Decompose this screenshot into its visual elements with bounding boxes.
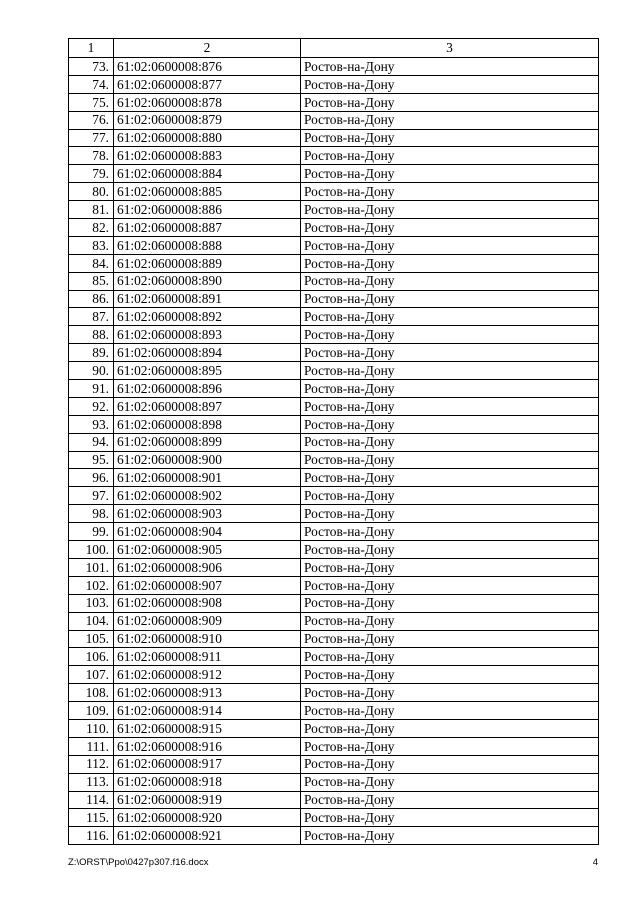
row-number: 82. — [69, 219, 114, 237]
location-name: Ростов-на-Дону — [301, 558, 599, 576]
table-body — [69, 39, 599, 845]
location-name: Ростов-на-Дону — [301, 58, 599, 76]
location-name: Ростов-на-Дону — [301, 236, 599, 254]
cadastral-number: 61:02:0600008:889 — [114, 254, 301, 272]
cadastral-number: 61:02:0600008:883 — [114, 147, 301, 165]
row-number: 94. — [69, 433, 114, 451]
cadastral-number: 61:02:0600008:896 — [114, 380, 301, 398]
location-name: Ростов-на-Дону — [301, 827, 599, 845]
location-name: Ростов-на-Дону — [301, 630, 599, 648]
table-row — [69, 397, 599, 415]
table-row — [69, 362, 599, 380]
location-name: Ростов-на-Дону — [301, 308, 599, 326]
location-name: Ростов-на-Дону — [301, 147, 599, 165]
cadastral-number: 61:02:0600008:886 — [114, 201, 301, 219]
location-name: Ростов-на-Дону — [301, 576, 599, 594]
cadastral-number: 61:02:0600008:893 — [114, 326, 301, 344]
table-row — [69, 719, 599, 737]
table-row — [69, 648, 599, 666]
location-name: Ростов-на-Дону — [301, 415, 599, 433]
column-header-code: 2 — [114, 39, 301, 58]
table-row — [69, 111, 599, 129]
table-row — [69, 165, 599, 183]
location-name: Ростов-на-Дону — [301, 93, 599, 111]
row-number: 93. — [69, 415, 114, 433]
footer-file-path: Z:\ORST\Ppo\0427p307.f16.docx — [68, 857, 209, 868]
row-number: 75. — [69, 93, 114, 111]
location-name: Ростов-на-Дону — [301, 272, 599, 290]
cadastral-number: 61:02:0600008:888 — [114, 236, 301, 254]
column-header-number: 1 — [69, 39, 114, 58]
table-row — [69, 344, 599, 362]
row-number: 97. — [69, 487, 114, 505]
table-row — [69, 219, 599, 237]
cadastral-number: 61:02:0600008:904 — [114, 523, 301, 541]
row-number: 102. — [69, 576, 114, 594]
location-name: Ростов-на-Дону — [301, 380, 599, 398]
location-name: Ростов-на-Дону — [301, 719, 599, 737]
cadastral-number: 61:02:0600008:898 — [114, 415, 301, 433]
table-row — [69, 147, 599, 165]
row-number: 86. — [69, 290, 114, 308]
table-row — [69, 236, 599, 254]
table-row — [69, 415, 599, 433]
cadastral-number: 61:02:0600008:903 — [114, 505, 301, 523]
cadastral-number: 61:02:0600008:910 — [114, 630, 301, 648]
location-name: Ростов-на-Дону — [301, 523, 599, 541]
table-row — [69, 523, 599, 541]
row-number: 90. — [69, 362, 114, 380]
cadastral-number: 61:02:0600008:887 — [114, 219, 301, 237]
cadastral-number: 61:02:0600008:913 — [114, 684, 301, 702]
table-row — [69, 380, 599, 398]
location-name: Ростов-на-Дону — [301, 594, 599, 612]
location-name: Ростов-на-Дону — [301, 469, 599, 487]
location-name: Ростов-на-Дону — [301, 165, 599, 183]
location-name: Ростов-на-Дону — [301, 505, 599, 523]
cadastral-number: 61:02:0600008:916 — [114, 737, 301, 755]
row-number: 81. — [69, 201, 114, 219]
row-number: 95. — [69, 451, 114, 469]
row-number: 74. — [69, 75, 114, 93]
cadastral-number: 61:02:0600008:901 — [114, 469, 301, 487]
table-row — [69, 809, 599, 827]
table-row — [69, 487, 599, 505]
row-number: 85. — [69, 272, 114, 290]
cadastral-number: 61:02:0600008:880 — [114, 129, 301, 147]
location-name: Ростов-на-Дону — [301, 75, 599, 93]
location-name: Ростов-на-Дону — [301, 648, 599, 666]
row-number: 78. — [69, 147, 114, 165]
row-number: 77. — [69, 129, 114, 147]
cadastral-number: 61:02:0600008:909 — [114, 612, 301, 630]
location-name: Ростов-на-Дону — [301, 809, 599, 827]
row-number: 115. — [69, 809, 114, 827]
cadastral-number: 61:02:0600008:919 — [114, 791, 301, 809]
table-row — [69, 594, 599, 612]
table-row — [69, 290, 599, 308]
row-number: 76. — [69, 111, 114, 129]
cadastral-number: 61:02:0600008:899 — [114, 433, 301, 451]
location-name: Ростов-на-Дону — [301, 433, 599, 451]
row-number: 83. — [69, 236, 114, 254]
table-row — [69, 505, 599, 523]
table-row — [69, 791, 599, 809]
cadastral-number: 61:02:0600008:907 — [114, 576, 301, 594]
table-row — [69, 558, 599, 576]
cadastral-number: 61:02:0600008:894 — [114, 344, 301, 362]
row-number: 111. — [69, 737, 114, 755]
row-number: 87. — [69, 308, 114, 326]
cadastral-number: 61:02:0600008:897 — [114, 397, 301, 415]
table-row — [69, 433, 599, 451]
cadastral-number: 61:02:0600008:912 — [114, 666, 301, 684]
cadastral-number: 61:02:0600008:905 — [114, 541, 301, 559]
location-name: Ростов-на-Дону — [301, 612, 599, 630]
row-number: 79. — [69, 165, 114, 183]
table-row — [69, 773, 599, 791]
cadastral-number: 61:02:0600008:911 — [114, 648, 301, 666]
table-row — [69, 183, 599, 201]
table-row — [69, 469, 599, 487]
footer-page-number: 4 — [592, 857, 598, 868]
row-number: 110. — [69, 719, 114, 737]
location-name: Ростов-на-Дону — [301, 219, 599, 237]
row-number: 89. — [69, 344, 114, 362]
location-name: Ростов-на-Дону — [301, 487, 599, 505]
table-row — [69, 201, 599, 219]
row-number: 116. — [69, 827, 114, 845]
table-row — [69, 755, 599, 773]
cadastral-number: 61:02:0600008:906 — [114, 558, 301, 576]
location-name: Ростов-на-Дону — [301, 254, 599, 272]
table-row — [69, 93, 599, 111]
row-number: 106. — [69, 648, 114, 666]
location-name: Ростов-на-Дону — [301, 702, 599, 720]
location-name: Ростов-на-Дону — [301, 755, 599, 773]
row-number: 103. — [69, 594, 114, 612]
cadastral-number: 61:02:0600008:877 — [114, 75, 301, 93]
row-number: 88. — [69, 326, 114, 344]
row-number: 112. — [69, 755, 114, 773]
cadastral-number: 61:02:0600008:918 — [114, 773, 301, 791]
row-number: 96. — [69, 469, 114, 487]
row-number: 107. — [69, 666, 114, 684]
table-row — [69, 129, 599, 147]
cadastral-number: 61:02:0600008:891 — [114, 290, 301, 308]
table-row — [69, 576, 599, 594]
row-number: 91. — [69, 380, 114, 398]
row-number: 80. — [69, 183, 114, 201]
location-name: Ростов-на-Дону — [301, 397, 599, 415]
table-row — [69, 451, 599, 469]
table-header-row — [69, 39, 599, 58]
cadastral-number: 61:02:0600008:878 — [114, 93, 301, 111]
row-number: 109. — [69, 702, 114, 720]
location-name: Ростов-на-Дону — [301, 183, 599, 201]
table-row — [69, 326, 599, 344]
cadastral-number: 61:02:0600008:890 — [114, 272, 301, 290]
location-name: Ростов-на-Дону — [301, 451, 599, 469]
cadastral-number: 61:02:0600008:884 — [114, 165, 301, 183]
table-row — [69, 272, 599, 290]
location-name: Ростов-на-Дону — [301, 326, 599, 344]
table-row — [69, 737, 599, 755]
cadastral-number: 61:02:0600008:908 — [114, 594, 301, 612]
row-number: 99. — [69, 523, 114, 541]
row-number: 114. — [69, 791, 114, 809]
row-number: 104. — [69, 612, 114, 630]
cadastral-number: 61:02:0600008:915 — [114, 719, 301, 737]
table-row — [69, 630, 599, 648]
row-number: 100. — [69, 541, 114, 559]
cadastral-number: 61:02:0600008:914 — [114, 702, 301, 720]
cadastral-number: 61:02:0600008:895 — [114, 362, 301, 380]
row-number: 92. — [69, 397, 114, 415]
location-name: Ростов-на-Дону — [301, 541, 599, 559]
location-name: Ростов-на-Дону — [301, 737, 599, 755]
cadastral-number: 61:02:0600008:900 — [114, 451, 301, 469]
cadastral-number: 61:02:0600008:892 — [114, 308, 301, 326]
table-row — [69, 827, 599, 845]
row-number: 101. — [69, 558, 114, 576]
cadastral-number: 61:02:0600008:879 — [114, 111, 301, 129]
location-name: Ростов-на-Дону — [301, 129, 599, 147]
cadastral-number: 61:02:0600008:920 — [114, 809, 301, 827]
location-name: Ростов-на-Дону — [301, 684, 599, 702]
row-number: 113. — [69, 773, 114, 791]
table-row — [69, 702, 599, 720]
location-name: Ростов-на-Дону — [301, 791, 599, 809]
location-name: Ростов-на-Дону — [301, 111, 599, 129]
cadastral-number: 61:02:0600008:876 — [114, 58, 301, 76]
location-name: Ростов-на-Дону — [301, 362, 599, 380]
table-row — [69, 612, 599, 630]
row-number: 98. — [69, 505, 114, 523]
row-number: 73. — [69, 58, 114, 76]
column-header-place: 3 — [301, 39, 599, 58]
location-name: Ростов-на-Дону — [301, 773, 599, 791]
location-name: Ростов-на-Дону — [301, 290, 599, 308]
row-number: 84. — [69, 254, 114, 272]
table-row — [69, 541, 599, 559]
location-name: Ростов-на-Дону — [301, 344, 599, 362]
cadastral-table — [68, 38, 599, 845]
location-name: Ростов-на-Дону — [301, 201, 599, 219]
cadastral-number: 61:02:0600008:885 — [114, 183, 301, 201]
table-row — [69, 666, 599, 684]
table-row — [69, 254, 599, 272]
table-row — [69, 684, 599, 702]
cadastral-number: 61:02:0600008:917 — [114, 755, 301, 773]
row-number: 108. — [69, 684, 114, 702]
cadastral-number: 61:02:0600008:902 — [114, 487, 301, 505]
table-row — [69, 308, 599, 326]
location-name: Ростов-на-Дону — [301, 666, 599, 684]
table-row — [69, 75, 599, 93]
cadastral-number: 61:02:0600008:921 — [114, 827, 301, 845]
table-row — [69, 58, 599, 76]
row-number: 105. — [69, 630, 114, 648]
